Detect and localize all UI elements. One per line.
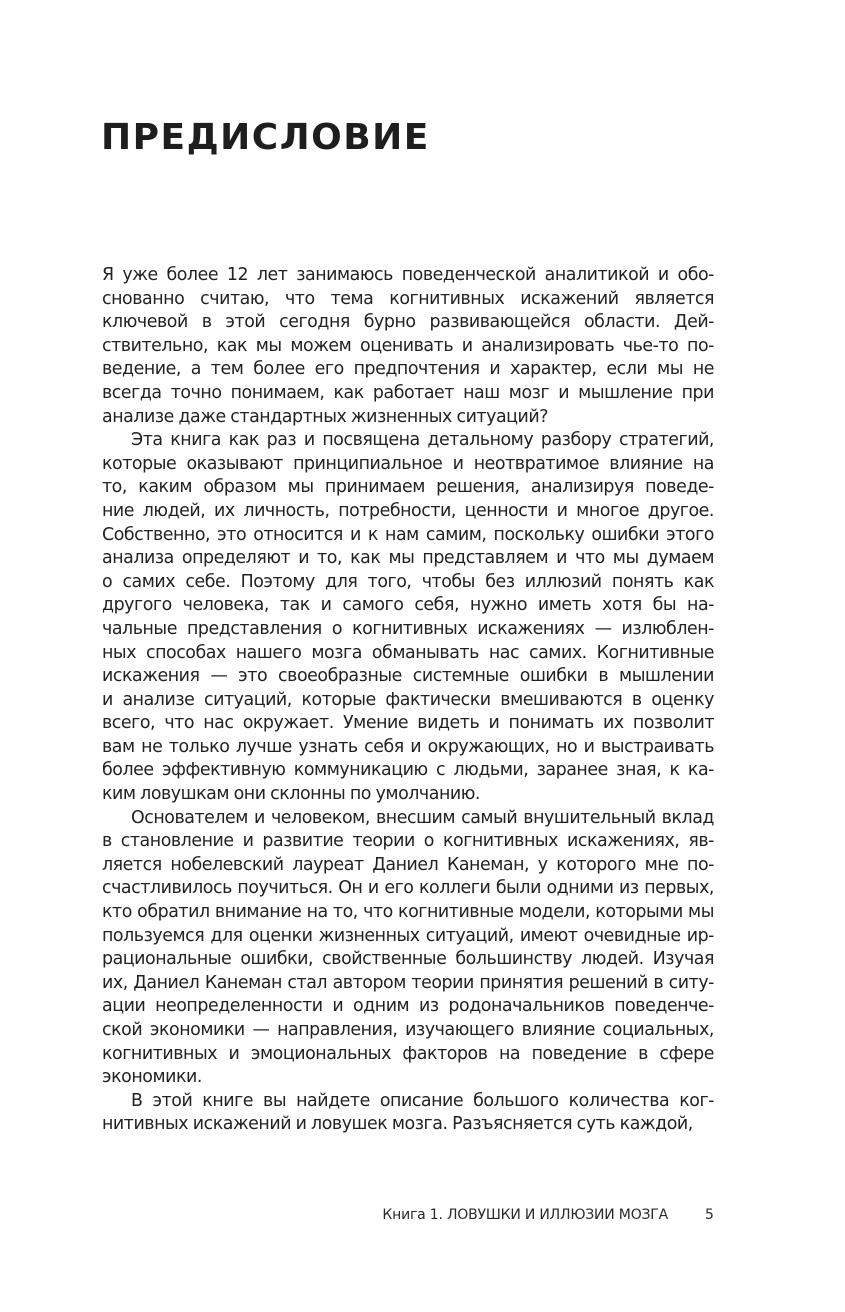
text-line: более эффективную коммуникацию с людьми, заранее зная, к ка- bbox=[102, 760, 714, 781]
running-head: Книга 1. ЛОВУШКИ И ИЛЛЮЗИИ МОЗГА bbox=[382, 1207, 668, 1223]
text-line: нитивных искажений и ловушек мозга. Разъясняется суть каждой, bbox=[102, 1114, 693, 1135]
text-line: В этой книге вы найдете описание большого количества ког- bbox=[131, 1090, 714, 1111]
text-line: вам не только лучше узнать себя и окружающих, но и выстраивать bbox=[102, 736, 714, 757]
text-line: ации неопределенности и одним из родоначальников поведенче- bbox=[102, 996, 714, 1017]
page-footer bbox=[0, 1207, 845, 1229]
text-line: снованно считаю, что тема когнитивных искажений является bbox=[102, 288, 714, 309]
text-line: чальные представления о когнитивных искажениях — излюблен- bbox=[102, 618, 714, 639]
chapter-title: ПРЕДИСЛОВИЕ bbox=[101, 117, 430, 158]
page-number: 5 bbox=[705, 1207, 714, 1223]
text-line: ключевой в этой сегодня бурно развивающейся области. Дей- bbox=[102, 312, 714, 333]
text-line: Я уже более 12 лет занимаюсь поведенческой аналитикой и обо- bbox=[102, 265, 714, 285]
text-line: которые оказывают принципиальное и неотвратимое влияние на bbox=[102, 453, 714, 474]
text-line: экономики. bbox=[102, 1067, 202, 1088]
text-line: Основателем и человеком, внесшим самый внушительный вклад bbox=[131, 807, 714, 828]
text-line: всего, что нас окружает. Умение видеть и понимать их позволит bbox=[102, 713, 714, 734]
text-line: рациональные ошибки, свойственные большинству людей. Изучая bbox=[102, 949, 714, 970]
text-line: ствительно, как мы можем оценивать и анализировать чье-то по- bbox=[102, 335, 714, 356]
paragraph bbox=[102, 1090, 714, 1137]
text-line: кто обратил внимание на то, что когнитивные модели, которыми мы bbox=[102, 902, 714, 923]
text-line: ведение, а тем более его предпочтения и характер, если мы не bbox=[102, 359, 714, 380]
text-line: анализа определяют и то, как мы представляем и что мы думаем bbox=[102, 548, 714, 569]
text-line: ляется нобелевский лауреат Даниел Канеман, у которого мне по- bbox=[102, 854, 714, 875]
text-line: Эта книга как раз и посвящена детальному разбору стратегий, bbox=[131, 430, 714, 451]
text-line: о самих себе. Поэтому для того, чтобы без иллюзий понять как bbox=[102, 571, 714, 592]
paragraph bbox=[102, 264, 714, 429]
text-line: всегда точно понимаем, как работает наш мозг и мышление при bbox=[102, 382, 714, 403]
text-line: и анализе ситуаций, которые фактически вмешиваются в оценку bbox=[102, 689, 714, 710]
paragraph bbox=[102, 429, 714, 807]
text-line: их, Даниел Канеман стал автором теории принятия решений в ситу- bbox=[102, 972, 714, 993]
paragraph bbox=[102, 807, 714, 1090]
body-text bbox=[102, 264, 714, 1137]
text-line: искажения — это своеобразные системные ошибки в мышлении bbox=[102, 666, 714, 687]
text-line: пользуемся для оценки жизненных ситуаций, имеют очевидные ир- bbox=[102, 925, 714, 946]
text-line: анализе даже стандартных жизненных ситуаций? bbox=[102, 406, 549, 427]
text-line: в становление и развитие теории о когнитивных искажениях, яв- bbox=[102, 831, 714, 852]
text-line: ким ловушкам они склонны по умолчанию. bbox=[102, 784, 481, 805]
text-line: счастливилось поучиться. Он и его коллеги были одними из первых, bbox=[102, 878, 714, 899]
text-line: ных способах нашего мозга обманывать нас самих. Когнитивные bbox=[102, 642, 714, 663]
text-line: другого человека, так и самого себя, нужно иметь хотя бы на- bbox=[102, 595, 714, 616]
text-line: Собственно, это относится и к нам самим, поскольку ошибки этого bbox=[102, 524, 714, 545]
text-line: когнитивных и эмоциональных факторов на поведение в сфере bbox=[102, 1043, 714, 1064]
text-line: ской экономики — направления, изучающего влияние социальных, bbox=[102, 1020, 714, 1040]
text-line: ние людей, их личность, потребности, ценности и многое другое. bbox=[102, 500, 714, 521]
text-line: то, каким образом мы принимаем решения, анализируя поведе- bbox=[102, 477, 714, 498]
